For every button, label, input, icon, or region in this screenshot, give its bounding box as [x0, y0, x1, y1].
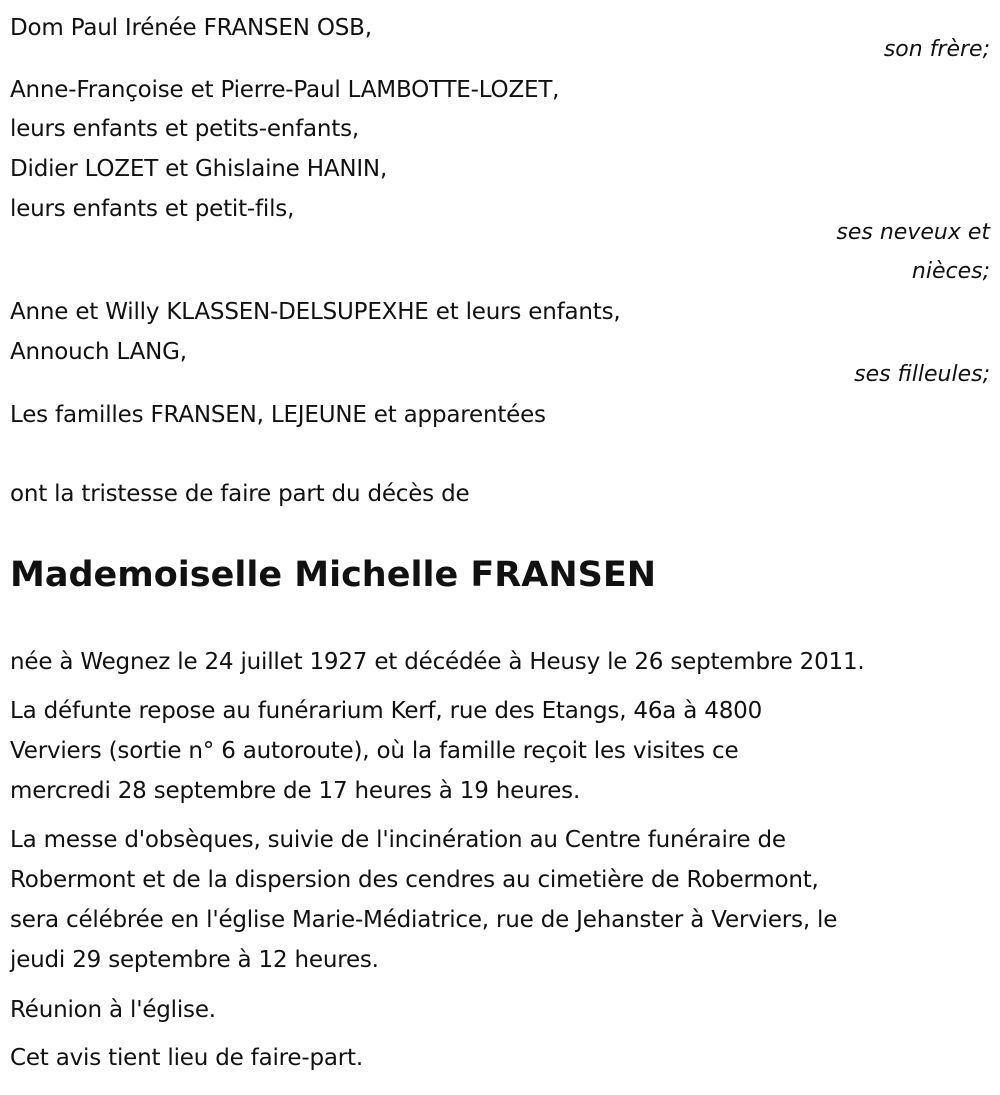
relation-label: nièces;: [911, 259, 990, 284]
family-line: Anne-Françoise et Pierre-Paul LAMBOTTE-LOZET,: [10, 77, 560, 103]
family-line: leurs enfants et petits-enfants,: [10, 116, 360, 142]
announcement: ont la tristesse de faire part du décès de: [10, 481, 470, 507]
paragraph-line: Réunion à l'église.: [10, 997, 216, 1023]
paragraph-line: sera célébrée en l'église Marie-Médiatrice, rue de Jehanster à Verviers, le: [10, 907, 838, 933]
deceased-name: Mademoiselle Michelle FRANSEN: [10, 555, 657, 595]
relation-label: ses filleules;: [854, 362, 990, 387]
paragraph-line: jeudi 29 septembre à 12 heures.: [10, 947, 379, 973]
paragraph-line: mercredi 28 septembre de 17 heures à 19 heures.: [10, 778, 581, 804]
family-line: Anne et Willy KLASSEN-DELSUPEXHE et leurs enfants,: [10, 299, 621, 325]
family-line: Les familles FRANSEN, LEJEUNE et apparentées: [10, 402, 546, 428]
relation-label: son frère;: [883, 37, 990, 62]
paragraph-line: Cet avis tient lieu de faire-part.: [10, 1045, 363, 1071]
family-line: Dom Paul Irénée FRANSEN OSB,: [10, 15, 372, 41]
family-line: leurs enfants et petit-fils,: [10, 196, 295, 222]
paragraph-line: née à Wegnez le 24 juillet 1927 et décédée à Heusy le 26 septembre 2011.: [10, 649, 865, 675]
paragraph-line: Verviers (sortie n° 6 autoroute), où la famille reçoit les visites ce: [10, 738, 739, 764]
paragraph-line: La messe d'obsèques, suivie de l'incinération au Centre funéraire de: [10, 827, 786, 853]
family-line: Didier LOZET et Ghislaine HANIN,: [10, 156, 388, 182]
family-line: Annouch LANG,: [10, 339, 187, 365]
paragraph-line: Robermont et de la dispersion des cendres au cimetière de Robermont,: [10, 867, 819, 893]
relation-label: ses neveux et: [836, 220, 990, 245]
paragraph-line: La défunte repose au funérarium Kerf, rue des Etangs, 46a à 4800: [10, 698, 763, 724]
